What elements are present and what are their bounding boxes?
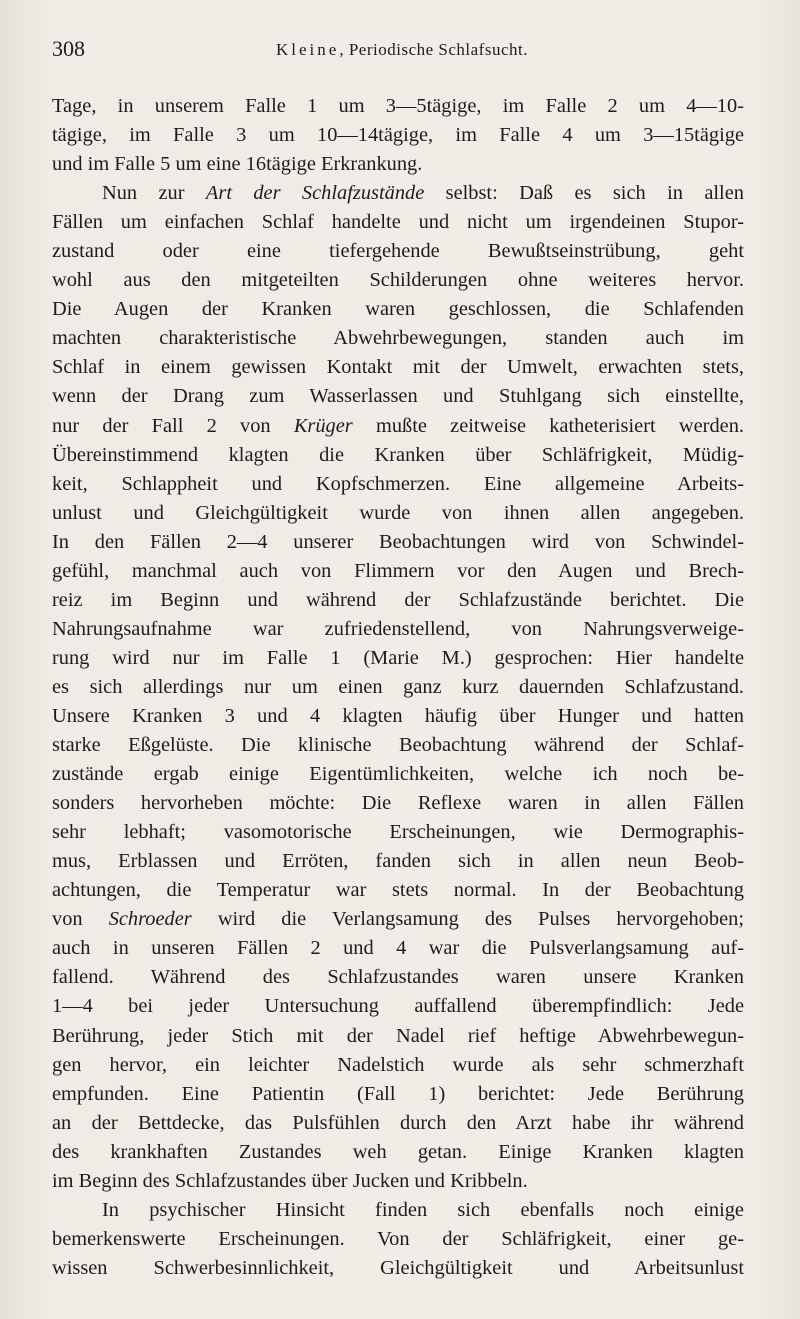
text-line: sonders hervorheben möchte: Die Reflexe waren in allen Fällen: [52, 792, 744, 815]
text-line: empfunden. Eine Patientin (Fall 1) berichtet: Jede Berührung: [52, 1082, 744, 1105]
emphasis: Schroeder: [108, 908, 192, 931]
emphasis: Art der Schlafzustände: [205, 182, 425, 205]
text-line: In den Fällen 2—4 unserer Beobachtungen wird von Schwindel-: [52, 530, 744, 553]
text-line: Tage, in unserem Falle 1 um 3—5tägige, im Falle 2 um 4—10-: [52, 95, 744, 117]
text-line: tägige, im Falle 3 um 10—14tägige, im Falle 4 um 3—15tägige: [52, 124, 744, 147]
text-line: reiz im Beginn und während der Schlafzustände berichtet. Die: [52, 588, 744, 611]
text-line: mus, Erblassen und Erröten, fanden sich in allen neun Beob-: [52, 850, 744, 873]
text-line: Unsere Kranken 3 und 4 klagten häufig über Hunger und hatten: [52, 704, 744, 727]
emphasis: Krüger: [293, 414, 353, 437]
text-line: keit, Schlappheit und Kopfschmerzen. Eine allgemeine Arbeits-: [52, 472, 744, 495]
text-line: sehr lebhaft; vasomotorische Erscheinungen, wie Dermographis-: [52, 821, 744, 844]
text-line: zustände ergab einige Eigentümlichkeiten, welche ich noch be-: [52, 763, 744, 786]
text-line: und im Falle 5 um eine 16tägige Erkrankung.: [52, 153, 423, 176]
text-line: 1—4 bei jeder Untersuchung auffallend überempfindlich: Jede: [52, 995, 744, 1018]
text-line: zustand oder eine tiefergehende Bewußtseinstrübung, geht: [52, 240, 744, 263]
text-line: rung wird nur im Falle 1 (Marie M.) gesprochen: Hier handelte: [52, 646, 744, 669]
text-line: nur der Fall 2 von Krüger mußte zeitweise katheterisiert werden.: [52, 414, 744, 437]
text-line: machten charakteristische Abwehrbewegungen, standen auch im: [52, 327, 744, 350]
text-line: starke Eßgelüste. Die klinische Beobachtung während der Schlaf-: [52, 734, 744, 757]
running-head-title: , Periodische Schlafsucht.: [339, 40, 528, 59]
text-line: unlust und Gleichgültigkeit wurde von ihnen allen angegeben.: [52, 501, 744, 524]
text-line: wohl aus den mitgeteilten Schilderungen ohne weiteres hervor.: [52, 269, 744, 292]
text-line: Schlaf in einem gewissen Kontakt mit der Umwelt, erwachten stets,: [52, 356, 744, 379]
text-line: im Beginn des Schlafzustandes über Jucken und Kribbeln.: [52, 1169, 528, 1192]
text-line: gen hervor, ein leichter Nadelstich wurde als sehr schmerzhaft: [52, 1053, 744, 1076]
text-line: von Schroeder wird die Verlangsamung des Pulses hervorgehoben;: [52, 908, 744, 931]
text-line: In psychischer Hinsicht finden sich ebenfalls noch einige: [102, 1198, 744, 1221]
page-header: [52, 36, 752, 66]
text-line: Übereinstimmend klagten die Kranken über Schläfrigkeit, Müdig-: [52, 443, 744, 466]
body-text: [52, 92, 744, 1283]
text-line: Nahrungsaufnahme war zufriedenstellend, von Nahrungsverweige-: [52, 617, 744, 640]
page-number: 308: [52, 36, 85, 61]
text-line: Berührung, jeder Stich mit der Nadel rief heftige Abwehrbewegun-: [52, 1024, 744, 1047]
text-line: des krankhaften Zustandes weh getan. Einige Kranken klagten: [52, 1140, 744, 1163]
text-line: achtungen, die Temperatur war stets normal. In der Beobachtung: [52, 879, 744, 902]
text-line: Fällen um einfachen Schlaf handelte und nicht um irgendeinen Stupor-: [52, 211, 744, 234]
running-head-author: Kleine: [276, 40, 340, 59]
text-line: bemerkenswerte Erscheinungen. Von der Schläfrigkeit, einer ge-: [52, 1227, 744, 1250]
text-line: an der Bettdecke, das Pulsfühlen durch den Arzt habe ihr während: [52, 1111, 744, 1134]
text-line: wenn der Drang zum Wasserlassen und Stuhlgang sich einstellte,: [52, 385, 744, 408]
text-line: gefühl, manchmal auch von Flimmern vor den Augen und Brech-: [52, 559, 744, 582]
text-line: wissen Schwerbesinnlichkeit, Gleichgültigkeit und Arbeitsunlust: [52, 1256, 744, 1279]
running-head: [52, 40, 752, 60]
text-line: es sich allerdings nur um einen ganz kurz dauernden Schlafzustand.: [52, 675, 744, 698]
text-line: auch in unseren Fällen 2 und 4 war die Pulsverlangsamung auf-: [52, 937, 744, 960]
text-line: Die Augen der Kranken waren geschlossen, die Schlafenden: [52, 298, 744, 321]
text-line: Nun zur Art der Schlafzustände selbst: Daß es sich in allen: [102, 182, 744, 205]
text-line: fallend. Während des Schlafzustandes waren unsere Kranken: [52, 966, 744, 989]
